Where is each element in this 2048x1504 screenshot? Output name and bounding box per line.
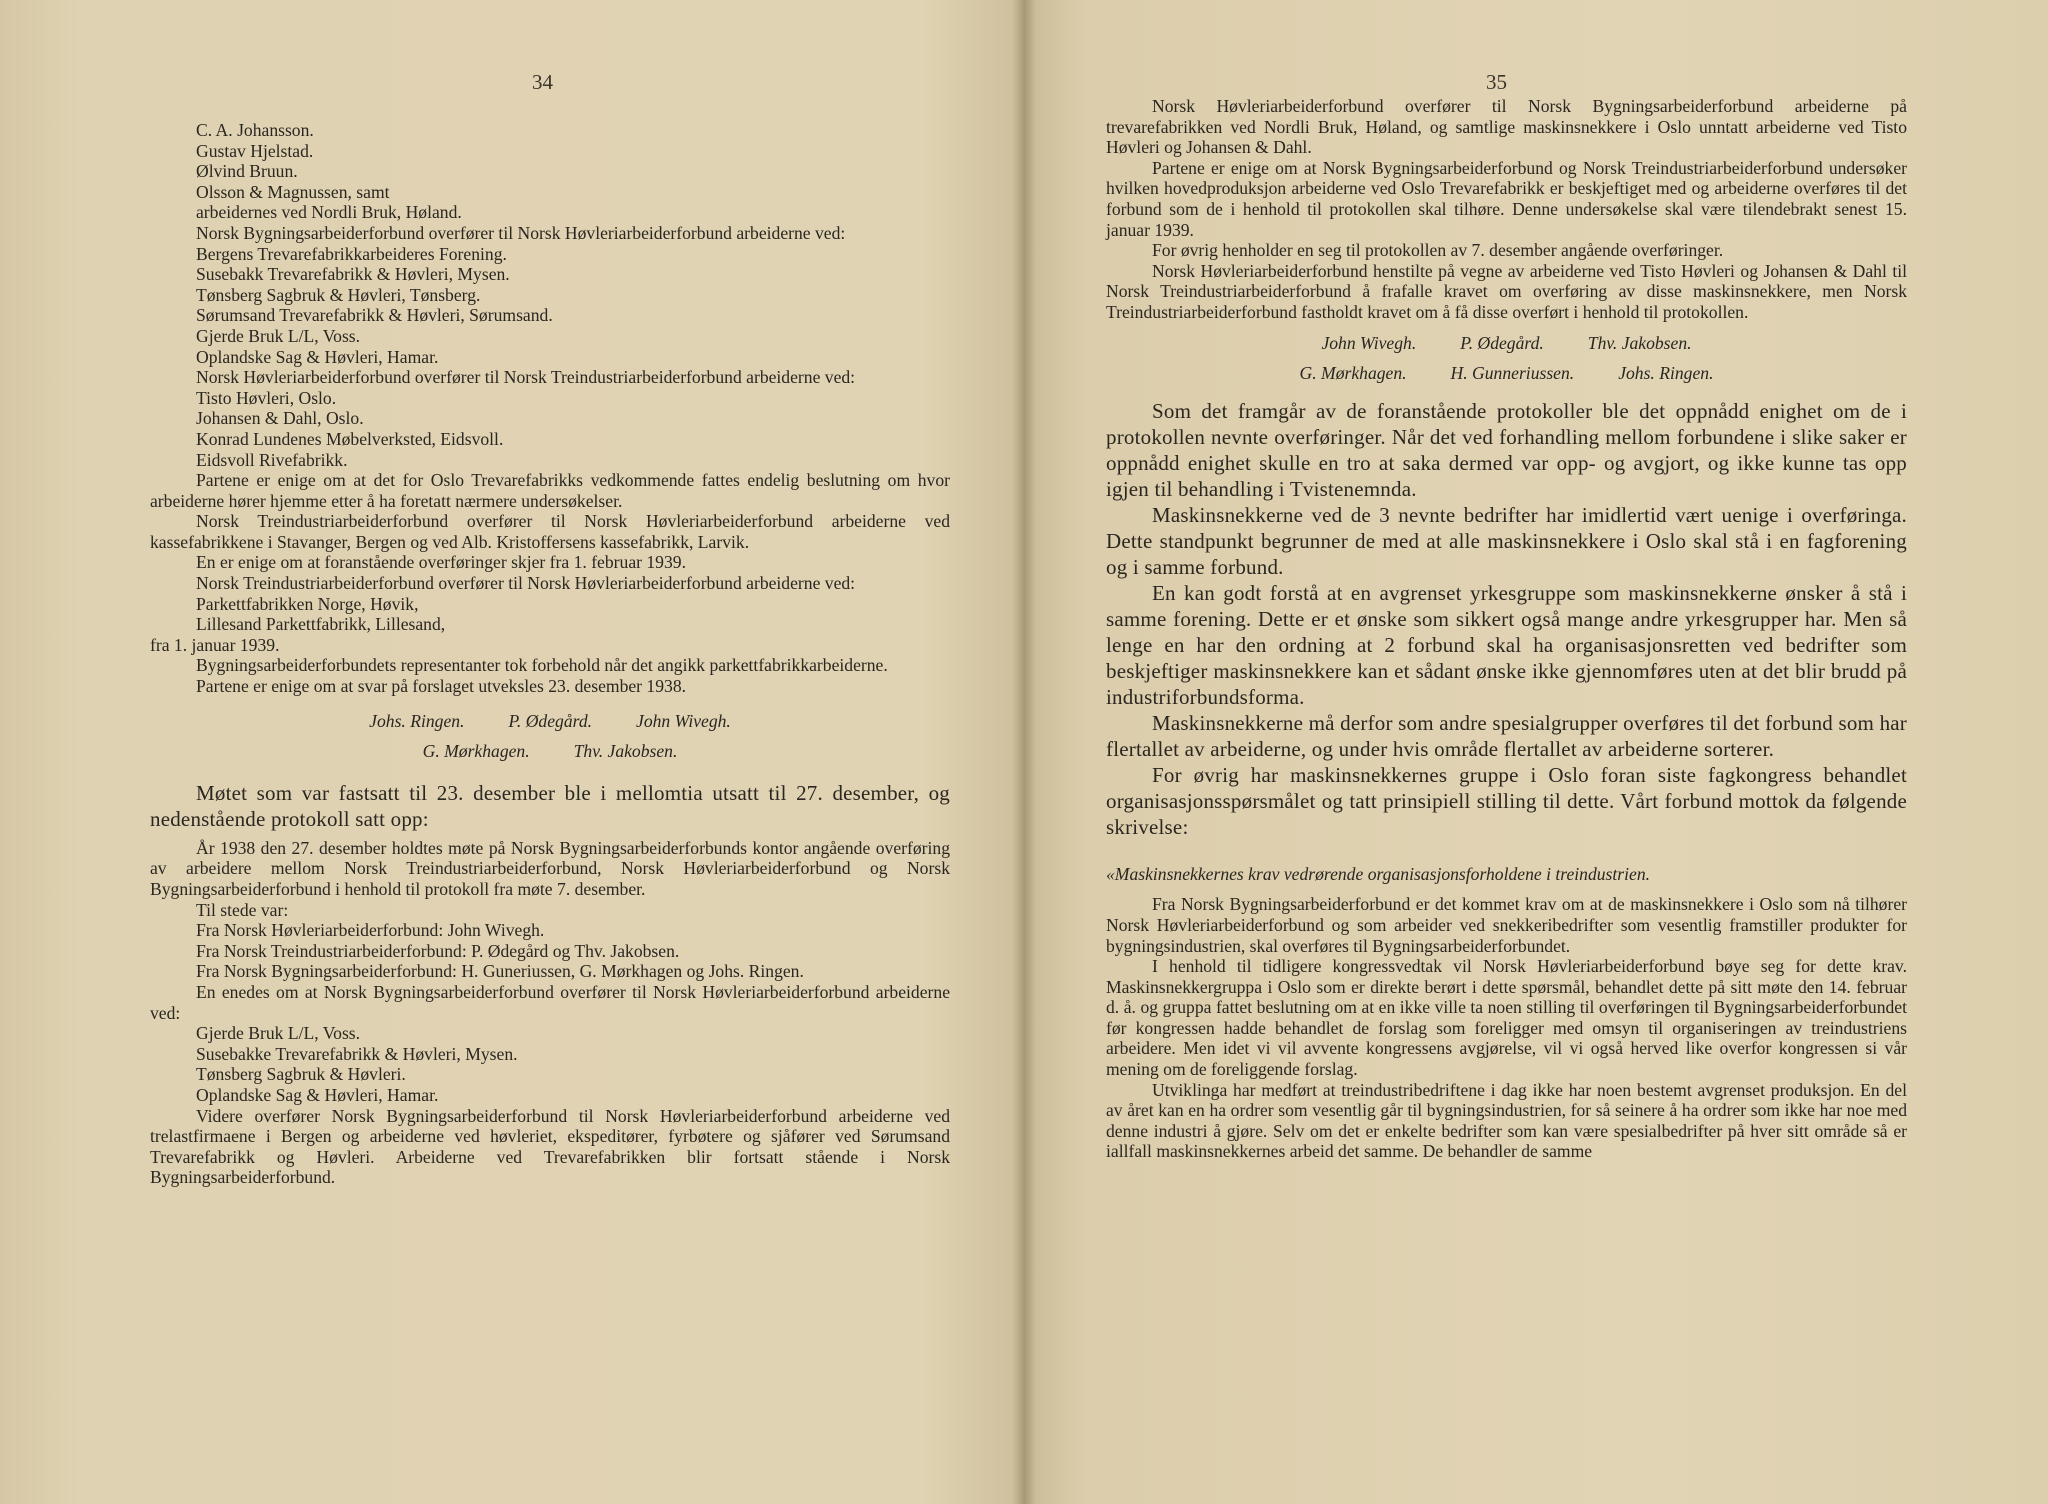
list-item: Oplandske Sag & Høvleri, Hamar. <box>196 1084 439 1105</box>
page-number: 34 <box>532 70 553 94</box>
signature-name: G. Mørkhagen. <box>1299 363 1407 384</box>
list-item: Olsson & Magnussen, samt <box>196 181 390 202</box>
list-item: Susebakke Trevarefabrikk & Høvleri, Mysen. <box>196 1043 518 1064</box>
signature-name: P. Ødegård. <box>1460 332 1544 353</box>
paragraph: Maskinsnekkerne ved de 3 nevnte bedrifter har imidlertid vært uenige i overføringa. Dette standpunkt begrunner de med at alle maskinsnekkere i Oslo skal stå i en fagforening og i samme forbund. <box>1106 502 1907 579</box>
list-item: Tisto Høvleri, Oslo. <box>196 387 337 408</box>
paragraph: Til stede var: <box>196 899 289 920</box>
paragraph: Som det framgår av de foranstående protokoller ble det oppnådd enighet om de i protokollen nevnte overføringer. Når det ved forhandling mellom forbundene i slike saker er oppnådd enighet skulle en tro at saka dermed var opp- og avgjort, og ikke kunne tas opp igjen til behandling i Tvistenemnda. <box>1106 398 1907 501</box>
list-item: Fra Norsk Høvleriarbeiderforbund: John Wivegh. <box>196 920 545 941</box>
signature-name: John Wivegh. <box>1321 332 1417 353</box>
list-item: C. A. Johansson. <box>196 120 314 140</box>
paragraph: I henhold til tidligere kongressvedtak vil Norsk Høvleriarbeiderforbund bøye seg for dette krav. Maskinsnekkergruppa i Oslo som er direkte berørt i dette spørsmål, behandlet dette på sitt møte den 14. februar d. å. og gruppa fattet beslutning om at en ikke ville ta noen stilling til overføringen til Bygningsarbeiderforbundet før kongressen hadde behandlet de forslag som foreligger med omsyn til organiseringen av treindustriens arbeidere. Men idet vi vil avvente kongressens avgjørelse, vil vi også herved like overfor kongressen si vår mening om de foreliggende forslag. <box>1106 956 1907 1080</box>
signature-name: John Wivegh. <box>636 710 731 731</box>
paragraph: Videre overfører Norsk Bygningsarbeiderforbund til Norsk Høvleriarbeiderforbund arbeiderne ved trelastfirmaene i Bergen og arbeiderne ved høvleriet, ekspeditører, fyrbøtere og sjåfører ved Sørumsand Trevarefabrikk og Høvleri. Arbeiderne ved Trevarefabrikken blir fortsatt stående i Norsk Bygningsarbeiderforbund. <box>150 1105 950 1188</box>
paragraph: Norsk Treindustriarbeiderforbund overfører til Norsk Høvleriarbeiderforbund arbeiderne ved kassefabrikkene i Stavanger, Bergen og ved Alb. Kristoffersens kassefabrikk, Larvik. <box>150 511 950 552</box>
list-item: Sørumsand Trevarefabrikk & Høvleri, Sørumsand. <box>196 305 553 326</box>
page-right <box>1024 0 2048 1504</box>
list-item: Parkettfabrikken Norge, Høvik, <box>196 593 419 614</box>
signature-name: G. Mørkhagen. <box>422 741 530 762</box>
paragraph: fra 1. januar 1939. <box>150 634 280 655</box>
list-item: Susebakk Trevarefabrikk & Høvleri, Mysen. <box>196 264 510 285</box>
paragraph: Norsk Treindustriarbeiderforbund overfører til Norsk Høvleriarbeiderforbund arbeiderne ved: <box>196 573 856 594</box>
paragraph: Bygningsarbeiderforbundets representanter tok forbehold når det angikk parkettfabrikkarbeiderne. <box>196 655 888 676</box>
signature-name: H. Gunneriussen. <box>1450 363 1575 384</box>
list-item: Bergens Trevarefabrikkarbeideres Forening. <box>196 243 507 264</box>
paragraph: Partene er enige om at svar på forslaget utveksles 23. desember 1938. <box>196 676 687 697</box>
page-number: 35 <box>1486 70 1507 94</box>
page-body <box>150 120 950 1188</box>
signature-row <box>150 741 950 762</box>
letter-section <box>1106 894 1907 1162</box>
paragraph: Partene er enige om at det for Oslo Trevarefabrikks vedkommende fattes endelig beslutning om hvor arbeiderne hører hjemme etter å ha foretatt nærmere undersøkelser. <box>150 470 950 511</box>
list-item: arbeidernes ved Nordli Bruk, Høland. <box>196 202 462 223</box>
paragraph: Fra Norsk Bygningsarbeiderforbund er det kommet krav om at de maskinsnekkere i Oslo som nå tilhører Norsk Høvleriarbeiderforbund og som arbeider ved snekkeribedrifter som vesentlig framstiller produkter for bygningsindustrien, skal overføres til Bygningsarbeiderforbundet. <box>1106 894 1907 956</box>
signature-name: Thv. Jakobsen. <box>1587 332 1692 353</box>
signature-row <box>150 711 950 732</box>
signature-name: Johs. Ringen. <box>369 710 465 731</box>
page-body <box>1106 96 1907 1162</box>
paragraph: Partene er enige om at Norsk Bygningsarbeiderforbund og Norsk Treindustriarbeiderforbund undersøker hvilken hovedproduksjon arbeiderne ved Oslo Trevarefabrikk er beskjeftiget med og arbeiderne overføres til det forbund som de i henhold til protokollen skal tilhøre. Denne undersøkelse skal være tilendebrakt senest 15. januar 1939. <box>1106 157 1907 240</box>
section-heading: «Maskinsnekkernes krav vedrørende organisasjonsforholdene i treindustrien. <box>1106 863 1651 884</box>
commentary-section <box>1106 398 1907 840</box>
paragraph: En er enige om at foranstående overføringer skjer fra 1. februar 1939. <box>196 552 686 573</box>
paragraph: For øvrig har maskinsnekkernes gruppe i Oslo foran siste fagkongress behandlet organisasjonsspørsmålet og tatt prinsipiell stilling til dette. Vårt forbund mottok da følgende skrivelse: <box>1106 762 1907 839</box>
signature-row <box>1106 333 1907 354</box>
protocol-section <box>150 838 950 1188</box>
paragraph: For øvrig henholder en seg til protokollen av 7. desember angående overføringer. <box>1152 240 1724 261</box>
signature-name: Johs. Ringen. <box>1618 363 1714 384</box>
book-gutter <box>1012 0 1036 1504</box>
paragraph: En kan godt forstå at en avgrenset yrkesgruppe som maskinsnekkerne ønsker å stå i samme forening. Dette er et ønske som sikkert også mange andre yrkesgrupper har. Men så lenge en har den ordning at 2 forbund skal ha organisasjonsretten ved bedrifter som beskjeftiger maskinsnekkere kan et sådant ønske ikke gjennomføres uten at det blir brudd på industriforbundsforma. <box>1106 580 1907 709</box>
paragraph: En enedes om at Norsk Bygningsarbeiderforbund overfører til Norsk Høvleriarbeiderforbund arbeiderne ved: <box>150 981 950 1023</box>
list-item: Ølvind Bruun. <box>196 161 298 182</box>
list-item: Konrad Lundenes Møbelverksted, Eidsvoll. <box>196 428 504 449</box>
list-item: Fra Norsk Treindustriarbeiderforbund: P. Ødegård og Thv. Jakobsen. <box>196 940 680 961</box>
paragraph: Norsk Bygningsarbeiderforbund overfører til Norsk Høvleriarbeiderforbund arbeiderne ved: <box>196 222 846 243</box>
paragraph: Møtet som var fastsatt til 23. desember ble i mellomtia utsatt til 27. desember, og nedenstående protokoll satt opp: <box>150 780 950 831</box>
list-item: Johansen & Dahl, Oslo. <box>196 408 364 429</box>
paragraph: Norsk Høvleriarbeiderforbund henstilte på vegne av arbeiderne ved Tisto Høvleri og Johansen & Dahl til Norsk Treindustriarbeiderforbund å frafalle kravet om overføring av disse maskinsnekkere, men Norsk Treindustriarbeiderforbund fastholdt kravet om å få disse overført i henhold til protokollen. <box>1106 260 1907 322</box>
signature-name: P. Ødegård. <box>508 710 593 731</box>
paragraph: Norsk Høvleriarbeiderforbund overfører til Norsk Bygningsarbeiderforbund arbeiderne på trevarefabrikken ved Nordli Bruk, Høland, og samtlige maskinsnekkere i Oslo unntatt arbeiderne ved Tisto Høvleri og Johansen & Dahl. <box>1106 96 1907 158</box>
list-item: Tønsberg Sagbruk & Høvleri, Tønsberg. <box>196 284 481 305</box>
paragraph: År 1938 den 27. desember holdtes møte på Norsk Bygningsarbeiderforbunds kontor angående overføring av arbeidere mellom Norsk Treindustriarbeiderforbund, Norsk Høvleriarbeiderforbund og Norsk Bygningsarbeiderforbund i henhold til protokoll fra møte 7. desember. <box>150 837 950 899</box>
signature-name: Thv. Jakobsen. <box>573 741 678 762</box>
signature-row <box>1106 363 1907 384</box>
list-item: Gjerde Bruk L/L, Voss. <box>196 325 361 346</box>
paragraph: Maskinsnekkerne må derfor som andre spesialgrupper overføres til det forbund som har flertallet av arbeiderne, og under hvis område flertallet av arbeiderne sorterer. <box>1106 710 1907 761</box>
list-item: Eidsvoll Rivefabrikk. <box>196 449 348 470</box>
list-item: Oplandske Sag & Høvleri, Hamar. <box>196 346 439 367</box>
list-item: Tønsberg Sagbruk & Høvleri. <box>196 1064 406 1085</box>
list-item: Lillesand Parkettfabrikk, Lillesand, <box>196 614 446 635</box>
paragraph: Utviklinga har medført at treindustribedriftene i dag ikke har noen bestemt avgrenset produksjon. En del av året kan en ha ordrer som vesentlig går til bygningsindustrien, for så seinere å ha ordrer som ikke har noe med denne industri å gjøre. Selv om det er enkelte bedrifter som kan være spesialbedrifter på hver sitt område så er iallfall maskinsnekkernes arbeid det samme. De behandler de samme <box>1106 1079 1907 1162</box>
list-item: Gjerde Bruk L/L, Voss. <box>196 1023 361 1044</box>
paragraph: Fra Norsk Bygningsarbeiderforbund: H. Guneriussen, G. Mørkhagen og Johs. Ringen. <box>196 961 804 982</box>
paragraph: Norsk Høvleriarbeiderforbund overfører til Norsk Treindustriarbeiderforbund arbeiderne ved: <box>196 367 856 388</box>
list-item: Gustav Hjelstad. <box>196 140 314 161</box>
